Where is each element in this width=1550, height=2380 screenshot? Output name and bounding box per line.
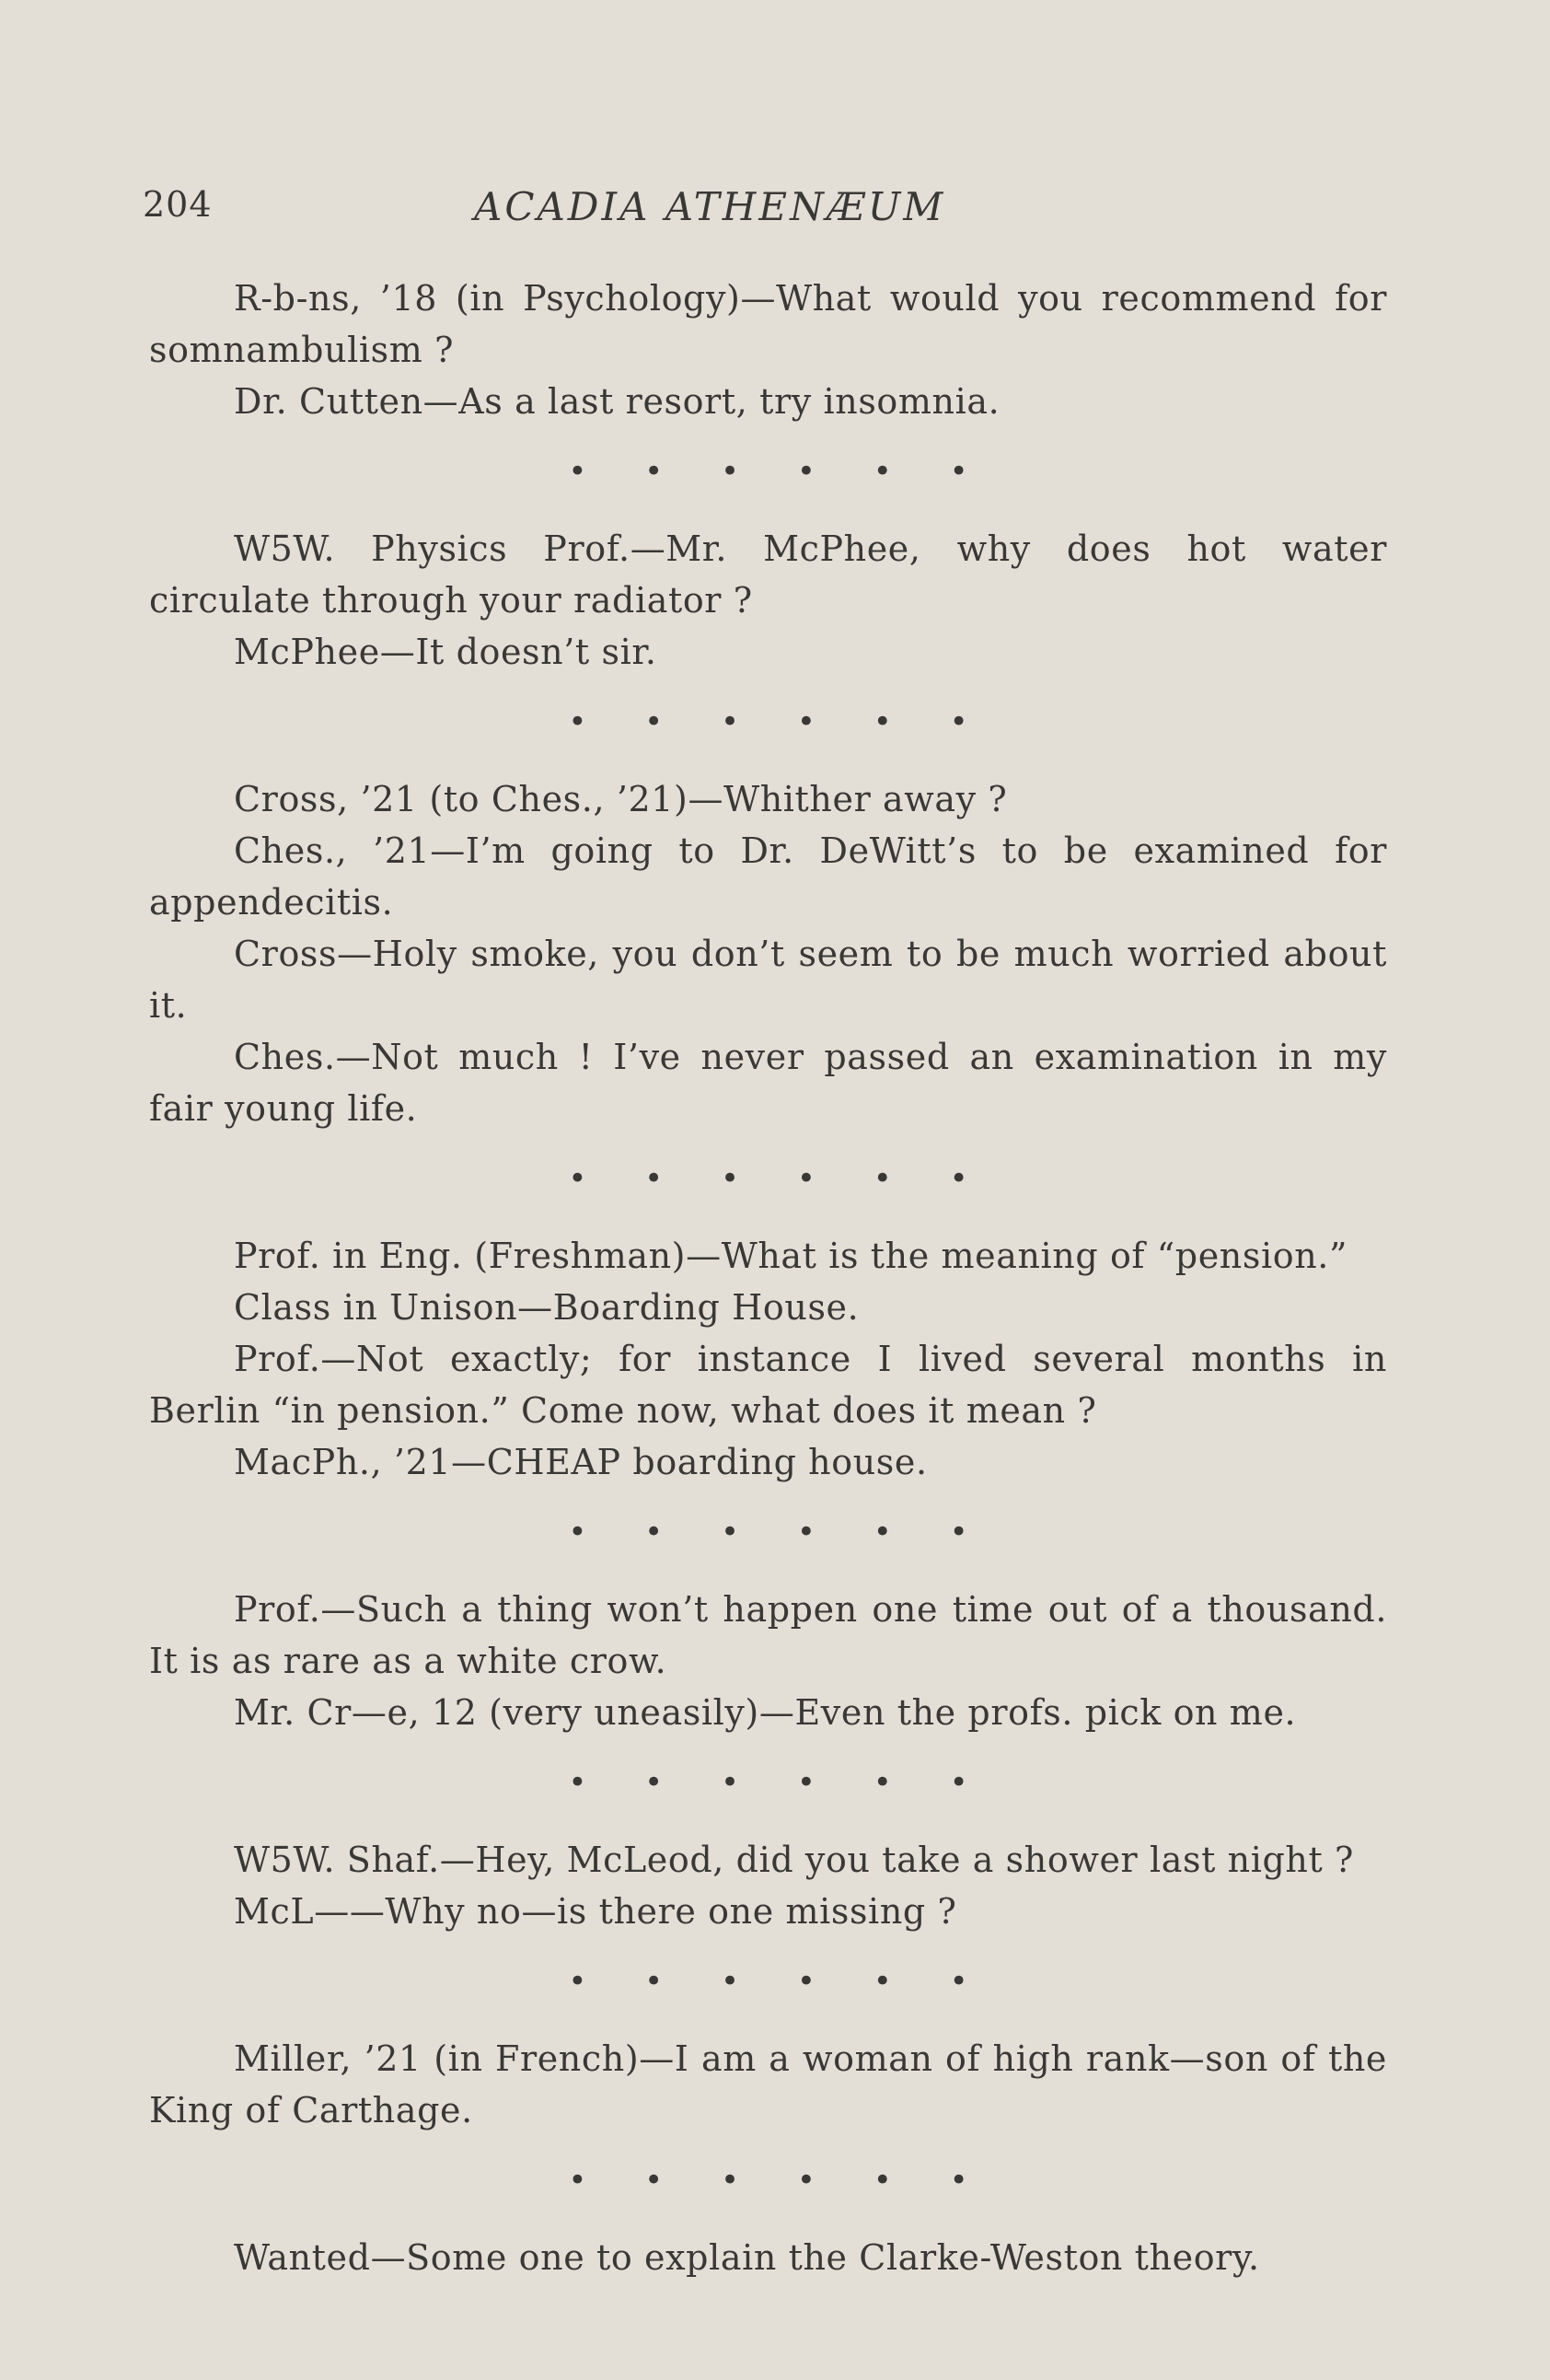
- page-number: 204: [143, 184, 213, 225]
- paragraph: Mr. Cr—e, 12 (very uneasily)—Even the profs. pick on me.: [234, 1692, 1297, 1733]
- paragraph: W5W. Shaf.—Hey, McLeod, did you take a shower last night ?: [234, 1840, 1354, 1880]
- page-body: [149, 273, 1387, 2283]
- paragraph: Class in Unison—Boarding House.: [234, 1287, 860, 1328]
- paragraph: W5W. Physics Prof.—Mr. McPhee, why does hot water circulate through your radiator ?: [149, 528, 1387, 621]
- running-head-title: ACADIA ATHENÆUM: [474, 184, 946, 229]
- paragraph: Miller, ’21 (in French)—I am a woman of high rank—son of the King of Carthage.: [149, 2038, 1387, 2130]
- paragraph: MacPh., ’21—CHEAP boarding house.: [234, 1442, 928, 1482]
- section-separator: • • • • • •: [568, 1764, 992, 1801]
- section-separator: • • • • • •: [568, 1160, 992, 1197]
- section-separator: • • • • • •: [568, 1963, 992, 2000]
- paragraph: Cross, ’21 (to Ches., ’21)—Whither away ?: [234, 779, 1008, 819]
- paragraph: McL——Why no—is there one missing ?: [234, 1891, 957, 1932]
- section-separator: • • • • • •: [568, 2162, 992, 2199]
- paragraph: Cross—Holy smoke, you don’t seem to be much worried about it.: [149, 934, 1387, 1026]
- paragraph: Wanted—Some one to explain the Clarke-Weston theory.: [234, 2237, 1260, 2278]
- paragraph: Prof. in Eng. (Freshman)—What is the meaning of “pension.”: [234, 1236, 1348, 1276]
- paragraph: McPhee—It doesn’t sir.: [234, 632, 657, 672]
- paragraph: Ches.—Not much ! I’ve never passed an examination in my fair young life.: [149, 1037, 1387, 1129]
- paragraph: R-b-ns, ’18 (in Psychology)—What would you recommend for somnambulism ?: [149, 278, 1387, 370]
- paragraph: Dr. Cutten—As a last resort, try insomnia.: [234, 381, 1001, 422]
- page-header: [138, 184, 1390, 239]
- paragraph: Ches., ’21—I’m going to Dr. DeWitt’s to be examined for appendecitis.: [149, 830, 1387, 923]
- section-separator: • • • • • •: [568, 453, 992, 490]
- section-separator: • • • • • •: [568, 1514, 992, 1550]
- paragraph: Prof.—Not exactly; for instance I lived several months in Berlin “in pension.” Come now, what does it mean ?: [149, 1339, 1387, 1431]
- section-separator: • • • • • •: [568, 703, 992, 740]
- paragraph: Prof.—Such a thing won’t happen one time out of a thousand. It is as rare as a white crow.: [149, 1589, 1387, 1681]
